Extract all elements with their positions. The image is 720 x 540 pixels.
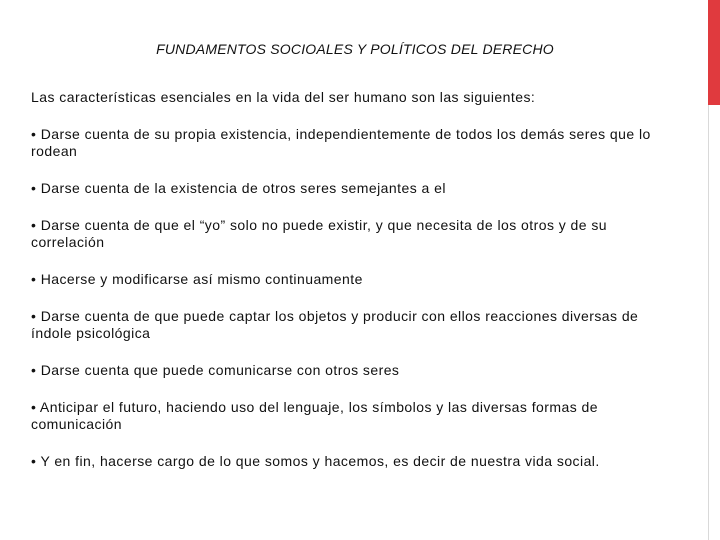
intro-text: Las características esenciales en la vida del ser humano son las siguientes: — [31, 89, 536, 105]
slide-content — [31, 89, 671, 490]
bullet-item: • Darse cuenta de que puede captar los objetos y producir con ellos reacciones diversas de índole psicológica — [31, 308, 639, 341]
bullet-item: • Hacerse y modificarse así mismo continuamente — [31, 271, 363, 287]
bullet-item: • Y en fin, hacerse cargo de lo que somos y hacemos, es decir de nuestra vida social. — [31, 453, 600, 469]
bullet-item: • Darse cuenta de que el “yo” solo no puede existir, y que necesita de los otros y de su correlación — [31, 217, 608, 250]
right-divider — [708, 105, 709, 540]
bullet-item: • Darse cuenta de la existencia de otros seres semejantes a el — [31, 180, 446, 196]
bullet-item: • Anticipar el futuro, haciendo uso del lenguaje, los símbolos y las diversas formas de comunicación — [31, 399, 599, 432]
slide-title-text: FUNDAMENTOS SOCIOALES Y POLÍTICOS DEL DERECHO — [156, 41, 554, 57]
slide-title — [0, 41, 710, 57]
bullet-list — [31, 126, 671, 470]
bullet-item: • Darse cuenta que puede comunicarse con otros seres — [31, 362, 400, 378]
bullet-item: • Darse cuenta de su propia existencia, independientemente de todos los demás seres que lo rodean — [31, 126, 651, 159]
